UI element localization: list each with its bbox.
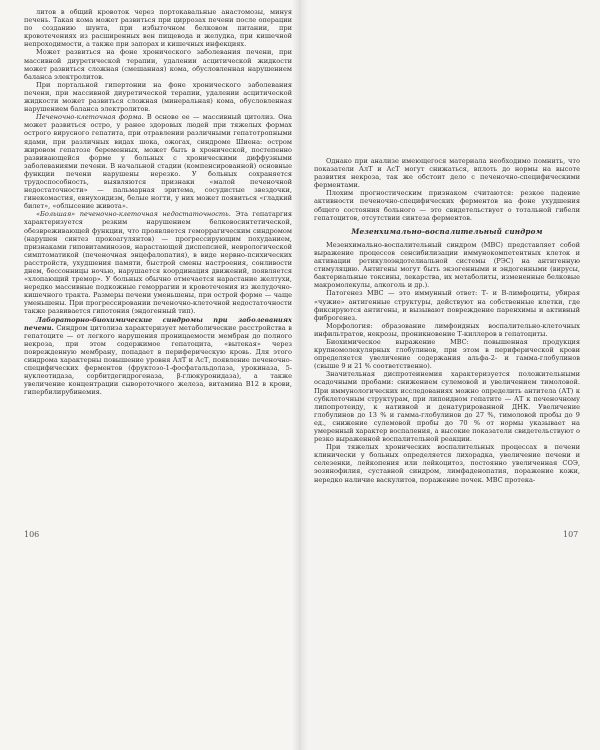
paragraph: Патогенез МВС — это иммунный ответ: Т- и В-лимфоциты, убирая «чужие» антигенные структуры, действуют на собственные клетки, где фиксируются антигены, и вызывают повреждение паренхимы и активный фиброгенез. <box>314 289 580 322</box>
right-page-text <box>314 157 580 484</box>
paragraph-text: В основе ее — массивный цитолиз. Она может развиться остро, у ранее здоровых людей при тяжелых формах острого вирусного гепатита, при отравлении различными гепатотропными ядами, при различных видах шока, ожогах, синдроме Шиена: остром жировом гепатозе беременных, может быть в хронической, постепенно развивающейся форме у больных с хроническими диффузными заболеваниями печени. В начальной стадии (компенсированной) основные функции печени нарушены нерезко. У больных сохраняется трудоспособность, выявляются признаки «малой печеночной недостаточности» — пальмарная эритема, сосудистые звездочки, гинекомастия, евнухоидизм, белые ногти, у них может появиться «гладкий билет», «облысение живота». <box>24 113 292 211</box>
section-title: Мезенхимально-воспалительный синдром <box>351 226 543 236</box>
paragraph: Мезенхимально-воспалительный синдром (МВС) представляет собой выражение процессов сенсибилизации иммунокомпетентных клеток и активации ретикулоэндотелиальной системы (РЭС) на антигенную стимуляцию. Антигены могут быть экзогенными и эндогенными (вирусы, бактериальные токсины, лекарства, их метаболиты, измененные белковые макромолекулы, алкоголь и др.). <box>314 240 580 290</box>
book-gutter <box>292 0 308 750</box>
paragraph: литов в общий кровоток через портокавальные анастомозы, минуя печень. Такая кома может развиться при циррозах печени после операции по созданию шунта, при избыточном белковом питании, при кровотечениях из расширенных вен пищевода и желудка, при кишечной непроходимости, а также при запорах и кишечных инфекциях. <box>24 8 292 49</box>
paragraph: При портальной гипертонии на фоне хронического заболевания печени, при массивной диуретической терапии, удалении асцитической жидкости может развиться сложная (минеральная) кома, обусловленная нарушением баланса электролитов. <box>24 80 292 114</box>
paragraph-heading: Печеночно-клеточная форма. <box>36 113 144 122</box>
paragraph: Может развиться на фоне хронического заболевания печени, при массивной диуретической терапии, удалении асцитической жидкости может развиться сложная (смешанная) кома, обусловленная нарушением баланса электролитов. <box>24 48 292 81</box>
paragraph-heading: Лабораторно-биохимические синдромы при заболеваниях печени. <box>24 315 292 332</box>
paragraph <box>24 113 292 210</box>
left-page-text <box>24 8 292 397</box>
paragraph <box>24 316 292 397</box>
paragraph: Плохим прогностическим признаком считаются: резкое падение активности печеночно-специфических ферментов на фоне ухудшения общего состояния больного — это свидетельствует о тотальной гибели гепатоцитов, отсутствии синтеза ферментов. <box>314 189 580 222</box>
paragraph: Значительная диспротеинемия характеризуется положительными осадочными пробами: снижением сулемовой и увеличением тимоловой. При иммунологических исследованиях можно определить антитела (АТ) к субклеточным структурам, при липоидном гепатите — АТ к печеночному липопротеиду, к нативной и денатурированной ДНК. Увеличение глобулинов до 13 % и гамма-глобулинов до 27 %, тимоловой пробы до 9 ед., снижение сулемовой пробы до 70 % от нормы указывает на умеренный характер воспаления, а высокие показатели свидетельствуют о резко выраженной воспалительной реакции. <box>314 370 580 444</box>
paragraph: При тяжелых хронических воспалительных процессах в печени клинически у больных определяется лихорадка, увеличение печени и селезенки, лейкопения или лейкоцитоз, постоянно увеличенная СОЭ, эозинофилия, суставной синдром, лимфаденопатия, поражение кожи, нередко наличие васкулитов, поражение почек. МВС протека- <box>314 443 580 484</box>
paragraph: Морфология: образование лимфоидных воспалительно-клеточных инфильтратов, некрозы, проникновение Т-киллеров в гепатоциты. <box>314 321 580 338</box>
left-page-number: 106 <box>24 530 40 539</box>
paragraph-text: Синдром цитолиза характеризует метаболические расстройства в гепатоците — от легкого нарушения проницаемости мембран до полного некроза, при этом содержимое гепатоцита, «вытекая» через поврежденную мембрану, попадает в периферическую кровь. Для этого синдрома характерны повышение уровня АлТ и АсТ, появление печеночно-специфических ферментов (фруктозо-1-фосфатальдолаза, урокиназа, 5-нуклеотидаза, сорбитдегидрогеназа, β-глюкуронидаза), а также увеличение концентрации сывороточного железа, витамина В12 в крови, гипербилирубинемия. <box>24 323 292 397</box>
paragraph <box>24 210 292 315</box>
paragraph: Однако при анализе имеющегося материала необходимо помнить, что показатели АлТ и АсТ могут снижаться, вплоть до нормы на высоте развития некроза, так же обстоит дело с печеночно-специфическими ферментами. <box>314 157 580 190</box>
right-page-number: 107 <box>563 530 579 539</box>
paragraph-heading: «Большая» печеночно-клеточная недостаточность. <box>36 210 231 219</box>
paragraph: Биохимическое выражение МВС: повышенная продукция крупномолекулярных глобулинов, при этом в периферической крови определяется увеличение содержания альфа-2- и гамма-глобулинов (свыше 9 и 21 % соответственно). <box>314 337 580 371</box>
paragraph-text: Эта гепатаргия характеризуется резким нарушением белковосинтетической, обезвреживающей функции, что проявляется геморрагическим синдромом (нарушен синтез прокоагулянтов) — прогрессирующим похуданием, признаками гиповитаминозов, нарастающей диспепсией, неврологической симптоматикой (печеночная энцефалопатия), в виде нервно-психических расстройств, ухудшения памяти, быстрой смены настроения, сонливости днем, бессонницы ночью, нарушается координация движений, появляется «хлопающий тремор». У больных обычно отмечается нарастание желтухи, нередко массивные подкожные геморрагии и кровотечения из желудочно-кишечного тракта. Размеры печени уменьшены, при острой форме — чаще уменьшены. При прогрессировании печеночно-клеточной недостаточности также развивается гипотония (эндогенный тип). <box>24 210 292 316</box>
